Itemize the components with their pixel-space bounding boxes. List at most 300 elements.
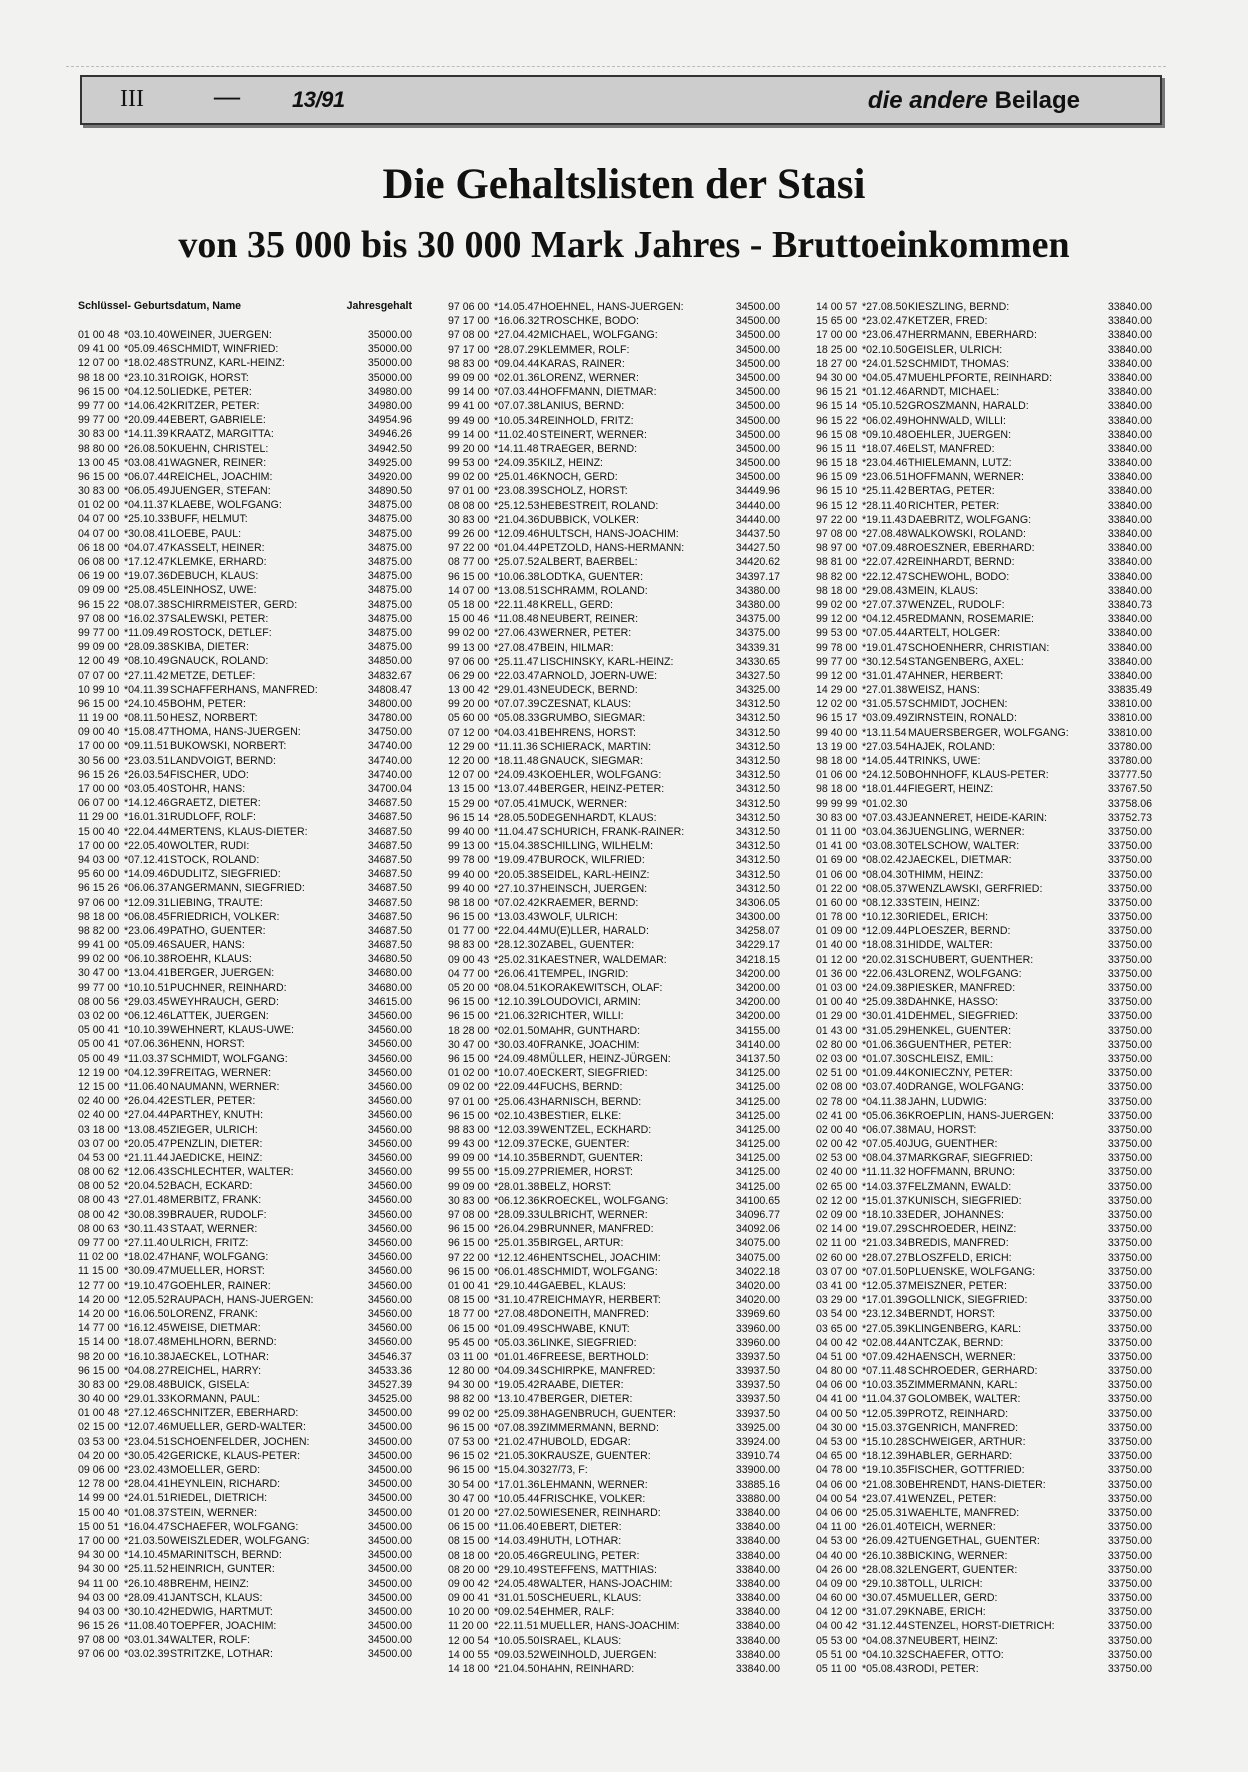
- list-item: [448, 1435, 780, 1449]
- person-name: JAEDICKE, HEINZ:: [170, 1151, 263, 1164]
- key-code: 99 77 00: [78, 626, 120, 639]
- key-code: 96 15 00: [448, 1237, 490, 1250]
- list-item: [816, 1549, 1152, 1563]
- annual-salary: 34560.00: [367, 1194, 412, 1207]
- birth-date: *06.07.38: [862, 1123, 908, 1136]
- key-code: 96 15 00: [448, 1464, 490, 1477]
- list-item: [448, 669, 780, 683]
- person-name: PENZLIN, DIETER:: [170, 1137, 263, 1150]
- person-name: WEINHOLD, JUERGEN:: [540, 1648, 657, 1661]
- annual-salary: 34312.50: [735, 797, 780, 810]
- key-code: 03 07 00: [78, 1137, 120, 1150]
- list-item: [448, 995, 780, 1009]
- publication-supplement: Beilage: [994, 87, 1080, 114]
- annual-salary: 33750.00: [1107, 911, 1152, 924]
- person-name: SCHWEIGER, ARTHUR:: [908, 1436, 1026, 1448]
- annual-salary: 33750.00: [1107, 1464, 1152, 1477]
- birth-date: *27.01.38: [862, 684, 908, 697]
- birth-date: *16.10.38: [124, 1350, 170, 1363]
- birth-date: *26.10.48: [124, 1577, 170, 1590]
- person-name: BOHNHOFF, KLAUS-PETER:: [908, 769, 1049, 782]
- list-item: [448, 938, 780, 952]
- key-code: 04 06 00: [816, 1506, 858, 1519]
- birth-date: *28.09.33: [494, 1209, 540, 1221]
- person-name: BREDIS, MANFRED:: [908, 1237, 1009, 1250]
- annual-salary: 34500.00: [735, 343, 780, 356]
- person-name: KRELL, GERD:: [540, 598, 614, 611]
- list-item: [816, 1194, 1152, 1208]
- key-code: 96 15 00: [448, 1265, 490, 1278]
- birth-date: *07.01.50: [862, 1265, 908, 1278]
- person-name: FRIEDRICH, VOLKER:: [170, 910, 280, 923]
- key-code: 02 40 00: [78, 1109, 120, 1122]
- list-item: [816, 357, 1152, 371]
- list-item: [78, 1137, 412, 1151]
- birth-date: *30.08.41: [124, 527, 170, 540]
- person-name: ZABEL, GUENTER:: [540, 939, 635, 952]
- person-name: LISCHINSKY, KARL-HEINZ:: [540, 655, 674, 668]
- person-name: RICHTER, PETER:: [908, 499, 1000, 512]
- person-name: SCHROEDER, HEINZ:: [908, 1223, 1017, 1236]
- birth-date: *12.07.46: [124, 1421, 170, 1434]
- key-code: 99 40 00: [816, 726, 858, 739]
- birth-date: *01.09.49: [494, 1322, 540, 1335]
- key-code: 96 15 26: [78, 768, 120, 781]
- person-name: KLEMMER, ROLF:: [540, 343, 630, 356]
- list-item: [448, 967, 780, 981]
- annual-salary: 33750.00: [1107, 1492, 1152, 1505]
- annual-salary: 34875.00: [367, 556, 412, 568]
- list-item: [448, 1095, 780, 1109]
- person-name: METZE, DETLEF:: [170, 669, 256, 682]
- annual-salary: 34075.00: [735, 1237, 780, 1250]
- annual-salary: 34500.00: [367, 1549, 412, 1562]
- person-name: HOHNWALD, WILLI:: [908, 414, 1006, 427]
- key-code: 97 22 00: [816, 513, 858, 526]
- list-item: [816, 484, 1152, 498]
- annual-salary: 33750.00: [1107, 1237, 1152, 1250]
- annual-salary: 34560.00: [367, 1024, 412, 1037]
- list-item: [816, 669, 1152, 683]
- annual-salary: 33840.00: [735, 1620, 780, 1633]
- key-code: 99 09 00: [448, 1152, 490, 1165]
- key-code: 01 40 00: [816, 939, 858, 952]
- birth-date: *07.12.41: [124, 853, 170, 866]
- annual-salary: 34500.00: [367, 1506, 412, 1519]
- key-code: 09 09 00: [78, 584, 120, 597]
- person-name: JUENGER, STEFAN:: [170, 485, 271, 498]
- person-name: ANTCZAK, BERND:: [908, 1336, 1004, 1349]
- key-code: 02 11 00: [816, 1237, 857, 1250]
- birth-date: *23.10.31: [124, 371, 170, 384]
- annual-salary: 33750.00: [1107, 1152, 1152, 1165]
- person-name: JEANNERET, HEIDE-KARIN:: [908, 811, 1047, 824]
- list-item: [448, 726, 780, 740]
- birth-date: *12.05.37: [862, 1279, 908, 1292]
- key-code: 98 83 00: [448, 1123, 490, 1136]
- key-code: 97 06 00: [78, 1648, 120, 1661]
- list-item: [78, 1236, 412, 1250]
- annual-salary: 33777.50: [1107, 769, 1152, 782]
- annual-salary: 33750.00: [1107, 1322, 1152, 1335]
- birth-date: *12.10.39: [494, 996, 540, 1009]
- birth-date: *29.10.49: [494, 1563, 540, 1576]
- list-item: [448, 1492, 780, 1506]
- annual-salary: 34980.00: [367, 385, 412, 398]
- person-name: DUDLITZ, SIEGFRIED:: [170, 868, 281, 881]
- annual-salary: 34875.00: [367, 598, 412, 611]
- annual-salary: 33840.00: [1107, 315, 1152, 328]
- key-code: 99 02 00: [448, 1407, 490, 1420]
- birth-date: *27.04.44: [124, 1109, 170, 1122]
- list-item: [78, 810, 412, 824]
- annual-salary: 33969.60: [735, 1308, 780, 1321]
- annual-salary: 33750.00: [1107, 1450, 1152, 1463]
- annual-salary: 34560.00: [367, 1293, 412, 1306]
- person-name: PRIEMER, HORST:: [540, 1166, 633, 1179]
- birth-date: *05.10.52: [862, 400, 908, 413]
- list-item: [816, 1236, 1152, 1250]
- annual-salary: 34500.00: [735, 301, 780, 313]
- list-item: [448, 825, 780, 839]
- list-item: [448, 910, 780, 924]
- person-name: MEISZNER, PETER:: [908, 1279, 1007, 1292]
- annual-salary: 33750.00: [1107, 1180, 1152, 1193]
- key-code: 96 15 18: [816, 457, 858, 470]
- birth-date: *25.01.46: [494, 471, 540, 484]
- birth-date: *20.05.46: [494, 1549, 540, 1562]
- person-name: REDMANN, ROSEMARIE:: [908, 613, 1034, 626]
- person-name: HOFFMANN, WERNER:: [908, 471, 1024, 484]
- key-code: 98 83 00: [448, 939, 490, 952]
- annual-salary: 33780.00: [1107, 740, 1152, 753]
- key-code: 98 81 00: [816, 556, 858, 569]
- key-code: 96 15 00: [78, 385, 120, 398]
- annual-salary: 34875.00: [367, 584, 412, 597]
- annual-salary: 33750.00: [1107, 1123, 1152, 1136]
- birth-date: *03.10.40: [124, 329, 170, 341]
- annual-salary: 33937.50: [735, 1379, 780, 1392]
- person-name: SCHIRRMEISTER, GERD:: [170, 598, 298, 611]
- annual-salary: 34200.00: [735, 1010, 780, 1023]
- person-name: WENZEL, RUDOLF:: [908, 598, 1005, 611]
- annual-salary: 34687.50: [367, 924, 412, 937]
- key-code: 03 02 00: [78, 1010, 120, 1022]
- key-code: 01 41 00: [816, 840, 858, 853]
- annual-salary: 33750.00: [1107, 1265, 1152, 1278]
- person-name: SCHMIDT, JOCHEN:: [908, 698, 1008, 711]
- annual-salary: 34780.00: [367, 712, 412, 725]
- birth-date: *08.04.30: [862, 868, 908, 881]
- annual-salary: 34740.00: [367, 768, 412, 781]
- annual-salary: 33840.73: [1107, 598, 1152, 611]
- birth-date: *07.07.38: [494, 400, 540, 413]
- person-name: MÜLLER, HEINZ-JÜRGEN:: [540, 1052, 671, 1065]
- person-name: SCHNITZER, EBERHARD:: [170, 1407, 299, 1420]
- birth-date: *03.08.30: [862, 840, 908, 853]
- list-item: [448, 711, 780, 725]
- key-code: 96 15 11: [816, 442, 857, 455]
- birth-date: *23.06.51: [862, 471, 908, 484]
- key-code: 04 40 00: [816, 1549, 858, 1562]
- person-name: HEYNLEIN, RICHARD:: [170, 1478, 281, 1491]
- key-code: 98 18 00: [448, 896, 490, 909]
- birth-date: *23.06.47: [862, 329, 908, 342]
- key-code: 11 19 00: [78, 712, 119, 725]
- annual-salary: 33750.00: [1107, 1606, 1152, 1619]
- key-code: 97 22 00: [448, 1251, 490, 1264]
- list-item: [78, 470, 412, 484]
- annual-salary: 34312.50: [735, 755, 780, 767]
- birth-date: *11.06.40: [494, 1521, 539, 1534]
- list-item: [448, 399, 780, 413]
- birth-date: *10.12.30: [862, 911, 908, 924]
- annual-salary: 34687.50: [367, 882, 412, 895]
- key-code: 02 53 00: [816, 1152, 858, 1165]
- annual-salary: 33750.00: [1107, 1436, 1152, 1448]
- key-code: 14 77 00: [78, 1322, 120, 1335]
- person-name: HUTH, LOTHAR:: [540, 1535, 622, 1548]
- key-code: 99 14 00: [448, 386, 490, 399]
- annual-salary: 33767.50: [1107, 783, 1152, 796]
- person-name: BOHM, PETER:: [170, 697, 246, 710]
- annual-salary: 33750.00: [1107, 1067, 1152, 1080]
- key-code: 98 97 00: [816, 542, 858, 555]
- annual-salary: 33750.00: [1107, 1634, 1152, 1647]
- list-item: [78, 484, 412, 498]
- annual-salary: 34687.50: [367, 868, 412, 881]
- annual-salary: 34560.00: [367, 1336, 412, 1349]
- birth-date: *20.05.38: [494, 868, 540, 881]
- birth-date: *08.12.33: [862, 896, 908, 909]
- key-code: 96 15 10: [816, 485, 858, 498]
- annual-salary: 33750.00: [1107, 1010, 1152, 1023]
- publication-name: [868, 87, 1080, 115]
- birth-date: *04.11.37: [124, 499, 169, 512]
- person-name: HEBESTREIT, ROLAND:: [540, 499, 659, 512]
- list-item: [78, 697, 412, 711]
- key-code: 07 12 00: [448, 726, 490, 739]
- key-code: 99 99 99: [816, 797, 858, 810]
- key-code: 01 00 48: [78, 329, 120, 341]
- birth-date: *02.10.50: [862, 343, 908, 356]
- list-item: [78, 1520, 412, 1534]
- birth-date: *17.12.47: [124, 556, 170, 568]
- annual-salary: 34155.00: [735, 1024, 780, 1037]
- key-code: 03 07 00: [816, 1265, 858, 1278]
- key-code: 09 77 00: [78, 1237, 120, 1249]
- key-code: 04 09 00: [816, 1577, 858, 1590]
- list-item: [78, 754, 412, 768]
- person-name: FRANKE, JOACHIM:: [540, 1038, 640, 1051]
- annual-salary: 33840.00: [1107, 442, 1152, 455]
- key-code: 99 77 00: [816, 655, 858, 668]
- key-code: 94 30 00: [78, 1563, 120, 1576]
- person-name: LIEBING, TRAUTE:: [170, 896, 263, 909]
- list-item: [816, 641, 1152, 655]
- annual-salary: 33750.00: [1107, 1478, 1152, 1491]
- list-item: [816, 1293, 1152, 1307]
- key-code: 13 19 00: [816, 740, 858, 753]
- key-code: 09 00 41: [448, 1592, 490, 1605]
- key-code: 14 18 00: [448, 1663, 490, 1675]
- person-name: KLAEBE, WOLFGANG:: [170, 499, 282, 512]
- person-name: GNAUCK, SIEGMAR:: [540, 755, 644, 767]
- person-name: WALTER, ROLF:: [170, 1634, 251, 1647]
- birth-date: *30.09.47: [124, 1265, 170, 1278]
- person-name: GROSZMANN, HARALD:: [908, 400, 1029, 413]
- birth-date: *10.05.50: [494, 1634, 540, 1647]
- list-item: [448, 1208, 780, 1222]
- birth-date: *07.02.42: [494, 896, 540, 909]
- key-code: 99 77 00: [78, 399, 120, 412]
- annual-salary: 33960.00: [735, 1322, 780, 1335]
- key-code: 05 20 00: [448, 982, 490, 994]
- key-code: 01 09 00: [816, 925, 858, 938]
- list-item: [78, 1080, 412, 1094]
- person-name: SCHUBERT, GUENTHER:: [908, 953, 1034, 966]
- list-item: [448, 1648, 780, 1662]
- key-code: 02 14 00: [816, 1223, 858, 1236]
- list-item: [78, 739, 412, 753]
- person-name: RAABE, DIETER:: [540, 1379, 624, 1392]
- birth-date: *11.11.32: [862, 1166, 906, 1179]
- person-name: HULTSCH, HANS-JOACHIM:: [540, 528, 679, 540]
- list-item: [816, 953, 1152, 967]
- birth-date: *14.03.49: [494, 1535, 540, 1548]
- key-code: 04 30 00: [816, 1421, 858, 1434]
- list-item: [78, 924, 412, 938]
- key-code: 01 06 00: [816, 868, 858, 881]
- person-name: GNAUCK, ROLAND:: [170, 655, 269, 668]
- page-header-bar: [80, 75, 1162, 125]
- person-name: MOELLER, GERD:: [170, 1464, 261, 1476]
- key-code: 03 29 00: [816, 1294, 858, 1307]
- key-code: 02 03 00: [816, 1052, 858, 1065]
- person-name: BUKOWSKI, NORBERT:: [170, 740, 287, 753]
- key-code: 12 00 54: [448, 1634, 490, 1647]
- list-item: [816, 1506, 1152, 1520]
- annual-salary: 33750.00: [1107, 1209, 1152, 1221]
- key-code: 17 00 00: [78, 1534, 120, 1547]
- list-item: [78, 1123, 412, 1137]
- key-code: 99 40 00: [448, 868, 490, 881]
- annual-salary: 33750.00: [1107, 1577, 1152, 1590]
- list-item: [78, 427, 412, 441]
- birth-date: *14.10.35: [494, 1152, 540, 1165]
- key-code: 04 06 00: [816, 1379, 858, 1392]
- list-item: [78, 1321, 412, 1335]
- person-name: STEINERT, WERNER:: [540, 428, 647, 441]
- annual-salary: 33750.00: [1107, 882, 1152, 895]
- birth-date: *09.11.51: [124, 740, 169, 753]
- list-item: [448, 1123, 780, 1137]
- annual-salary: 34560.00: [367, 1038, 412, 1051]
- key-code: 96 15 00: [448, 1421, 490, 1434]
- annual-salary: 34375.00: [735, 627, 780, 640]
- person-name: WEHNERT, KLAUS-UWE:: [170, 1024, 294, 1037]
- birth-date: *22.05.40: [124, 839, 170, 852]
- key-code: 97 17 00: [448, 315, 490, 328]
- key-code: 01 36 00: [816, 967, 858, 980]
- list-item: [78, 555, 412, 569]
- birth-date: *10.07.40: [494, 1067, 540, 1080]
- person-name: SAUER, HANS:: [170, 939, 245, 952]
- annual-salary: 33840.00: [735, 1592, 780, 1605]
- list-item: [448, 570, 780, 584]
- birth-date: *05.08.33: [494, 712, 540, 725]
- birth-date: *28.09.38: [124, 641, 170, 654]
- person-name: MAU, HORST:: [908, 1123, 977, 1136]
- annual-salary: 34500.00: [367, 1534, 412, 1547]
- key-code: 01 60 00: [816, 896, 858, 909]
- birth-date: *14.10.45: [124, 1549, 170, 1562]
- person-name: DAHNKE, HASSO:: [908, 996, 999, 1009]
- list-item: [78, 952, 412, 966]
- annual-salary: 34327.50: [735, 669, 780, 682]
- key-code: 99 78 00: [816, 641, 858, 654]
- birth-date: *09.03.52: [494, 1648, 540, 1661]
- birth-date: *08.10.49: [124, 655, 170, 668]
- birth-date: *27.12.46: [124, 1407, 170, 1420]
- key-code: 98 18 00: [78, 371, 120, 384]
- header-dash: —: [214, 82, 240, 111]
- birth-date: *21.02.47: [494, 1436, 540, 1448]
- annual-salary: 34500.00: [735, 386, 780, 399]
- key-code: 15 65 00: [816, 315, 858, 328]
- list-item: [448, 697, 780, 711]
- key-code: 02 60 00: [816, 1251, 858, 1264]
- annual-salary: 34808.47: [367, 683, 412, 696]
- birth-date: *06.02.49: [862, 414, 908, 427]
- birth-date: *12.03.39: [494, 1123, 540, 1136]
- person-name: GERICKE, KLAUS-PETER:: [170, 1449, 301, 1462]
- list-item: [448, 484, 780, 498]
- annual-salary: 33750.00: [1107, 1109, 1152, 1122]
- list-item: [816, 1591, 1152, 1605]
- birth-date: *30.10.42: [124, 1605, 170, 1618]
- key-code: 11 20 00: [448, 1620, 489, 1633]
- key-code: 06 18 00: [78, 541, 120, 554]
- birth-date: *14.03.37: [862, 1180, 908, 1193]
- key-code: 06 07 00: [78, 797, 120, 810]
- birth-date: *26.09.42: [862, 1535, 908, 1548]
- annual-salary: 34500.00: [735, 428, 780, 441]
- list-item: [78, 796, 412, 810]
- person-name: MUELLER, HANS-JOACHIM:: [540, 1620, 680, 1633]
- annual-salary: 33840.00: [735, 1535, 780, 1548]
- person-name: DONEITH, MANFRED:: [540, 1308, 649, 1321]
- birth-date: *25.09.38: [862, 996, 908, 1009]
- birth-date: *11.08.40: [124, 1620, 169, 1633]
- birth-date: *31.05.29: [862, 1024, 908, 1037]
- key-code: 30 56 00: [78, 754, 120, 767]
- key-code: 05 18 00: [448, 598, 490, 611]
- birth-date: *23.12.34: [862, 1308, 908, 1321]
- person-name: KLEMKE, ERHARD:: [170, 556, 267, 568]
- key-code: 99 53 00: [448, 457, 490, 470]
- annual-salary: 34500.00: [735, 414, 780, 427]
- birth-date: *07.05.40: [862, 1138, 908, 1151]
- person-name: HOEHNEL, HANS-JUERGEN:: [540, 301, 684, 313]
- birth-date: *16.06.32: [494, 315, 540, 328]
- birth-date: *01.06.36: [862, 1038, 908, 1051]
- person-name: WEINER, JUERGEN:: [170, 329, 272, 341]
- list-item: [448, 1307, 780, 1321]
- key-code: 04 00 42: [816, 1620, 858, 1633]
- annual-salary: 33750.00: [1107, 967, 1152, 980]
- person-name: LEINHOSZ, UWE:: [170, 584, 257, 597]
